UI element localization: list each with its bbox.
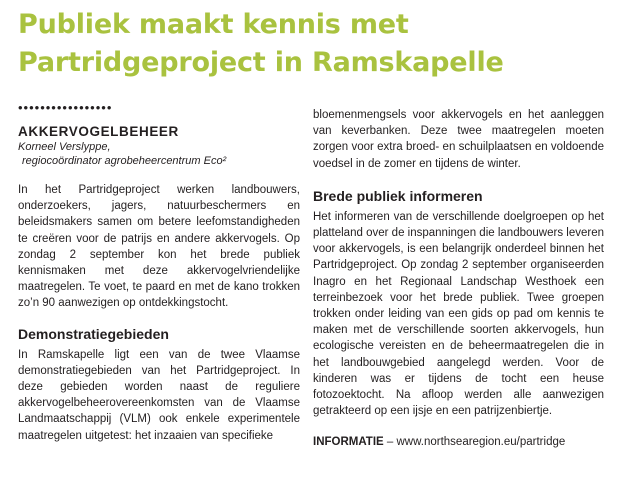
info-line [313,434,604,450]
left-column [18,124,300,444]
publiek-paragraph: Het informeren van de verschillende doelgroepen op het platteland over de inspanningen die landbouwers leveren voor akkervogels, is een belangrijk onderdeel binnen het Partridgeproject. Op zondag 2 september organiseerden Inagro en het Regionaal Landschap Westhoek een terreinbezoek voor het brede publiek. Twee groepen trokken onder leiding van een gids op pad om kennis te maken met de verschillende soorten akkervogels, hun ecologische vereisten en de beheermaatregelen die in het landbouwgebied aangelegd werden. Voor de kinderen was er tijdens de tocht een heuse fotozoektocht. Na afloop werden alle aanwezigen getrakteerd op een ijsje en een patrijzenbiertje. [313,210,604,418]
section-label: AKKERVOGELBEHEER [18,124,179,139]
section-separator: ••••••••••••••••• [18,100,113,115]
author-role: regiocoördinator agrobeheercentrum Eco² [22,155,227,167]
author-name: Korneel Verslyppe, [18,141,111,153]
article-title: Publiek maakt kennis met Partridgeproject in Ramskapelle [18,9,504,78]
info-link[interactable]: – www.northsearegion.eu/partridge [383,436,566,449]
demo-paragraph: In Ramskapelle ligt een van de twee Vlaamse demonstratiegebieden van het Partridgeproject. In deze gebieden worden naast de reguliere akkervogelbeheerovereenkomsten van de Vlaamse Landmaatschappij (VLM) ook enkele experimentele maatregelen uitgetest: het inzaaien van specifieke [18,348,300,442]
demo-paragraph-continued: bloemenmengsels voor akkervogels en het aanleggen van keverbanken. Deze twee maatregelen moeten zorgen voor extra broed- en schuilplaatsen en voldoende voedsel in de zomer en tijdens de winter. [313,109,604,170]
right-column [313,107,604,451]
intro-paragraph: In het Partridgeproject werken landbouwers, onderzoekers, jagers, natuurbeschermers en beleidsmakers samen om betere leefomstandigheden te creëren voor de patrijs en andere akkervogels. Op zondag 2 september kon het brede publiek kennismaken met deze akkervogelvriendelijke maatregelen. Te voet, te paard en met de kano trokken zo’n 90 aanwezigen op ontdekkingstocht. [18,184,300,310]
heading-demonstratiegebieden: Demonstratiegebieden [18,325,169,342]
heading-brede-publiek: Brede publiek informeren [313,187,483,204]
info-label: INFORMATIE [313,436,384,449]
